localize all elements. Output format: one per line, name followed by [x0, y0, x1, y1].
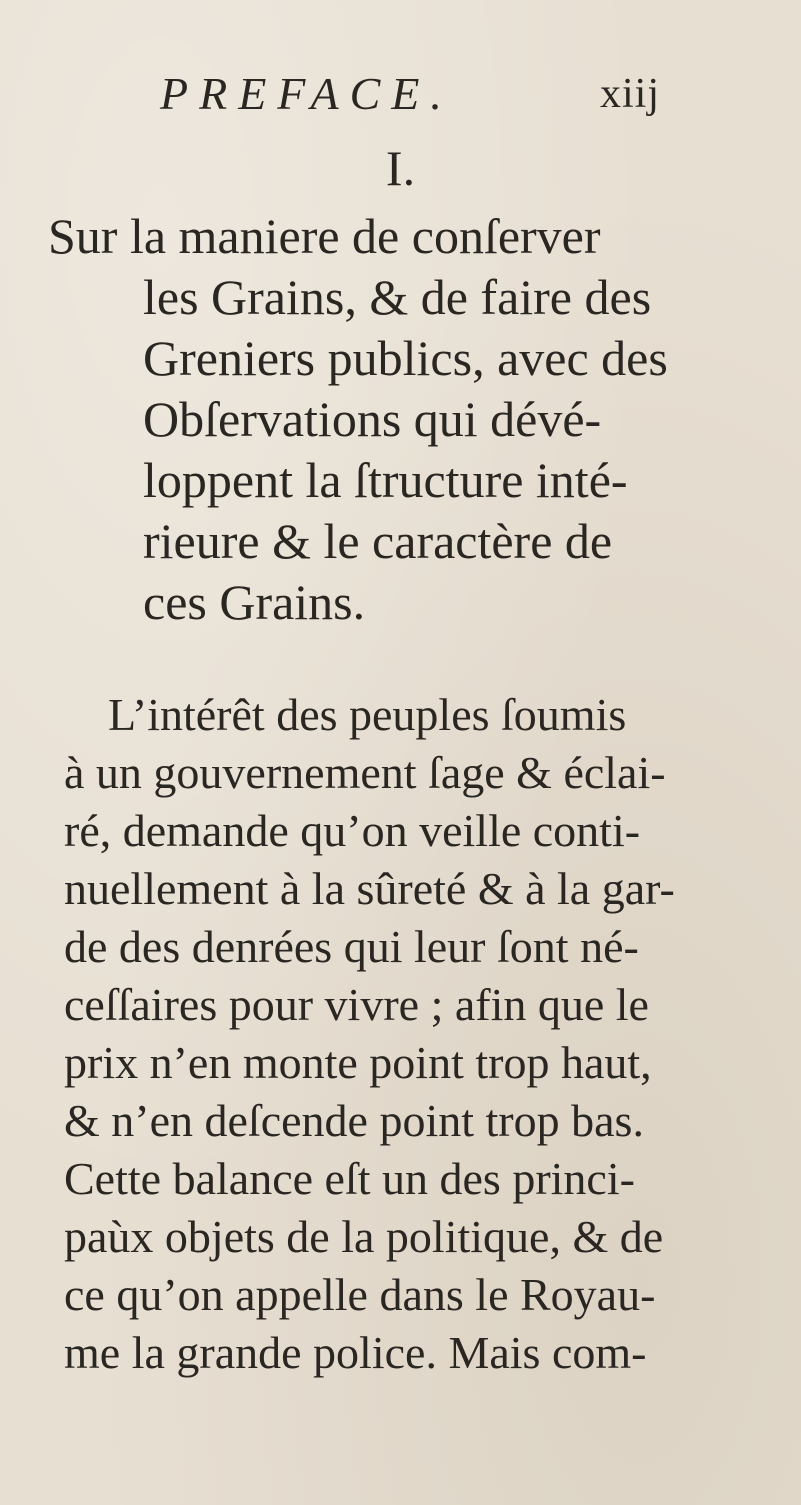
body-line: ré, demande qu’on veille conti- [64, 805, 641, 856]
running-head [0, 68, 801, 128]
body-line: ceſſaires pour vivre ; afin que le [64, 979, 649, 1030]
body-line: paùx objets de la politique, & de [64, 1211, 664, 1262]
page-number: xiij [600, 71, 661, 117]
body-paragraph [50, 686, 780, 1382]
body-line: Cette balance eſt un des princi- [64, 1153, 635, 1204]
body-line: me la grande police. Mais com- [64, 1327, 647, 1378]
heading-line: les Grains, & de faire des [143, 269, 652, 325]
body-line: L’intérêt des peuples ſoumis [108, 689, 627, 740]
heading-line: Obſervations qui dévé- [143, 391, 602, 447]
section-heading [48, 206, 768, 633]
body-line: prix n’en monte point trop haut, [64, 1037, 652, 1088]
heading-line: rieure & le caractère de [143, 513, 613, 569]
heading-line: Greniers publics, avec des [143, 330, 668, 386]
body-line: nuellement à la sûreté & à la gar- [64, 863, 675, 914]
section-number: I. [385, 140, 416, 196]
heading-line: Sur la maniere de conſerver [48, 208, 601, 264]
heading-line: loppent la ſtructure inté- [143, 452, 628, 508]
body-line: à un gouvernement ſage & éclai- [64, 747, 666, 798]
body-line: de des denrées qui leur ſont né- [64, 921, 639, 972]
heading-line: ces Grains. [143, 574, 366, 630]
body-line: ce qu’on appelle dans le Royau- [64, 1269, 656, 1320]
body-line: & n’en deſcende point trop bas. [64, 1095, 644, 1146]
running-title: PREFACE. [160, 68, 453, 119]
